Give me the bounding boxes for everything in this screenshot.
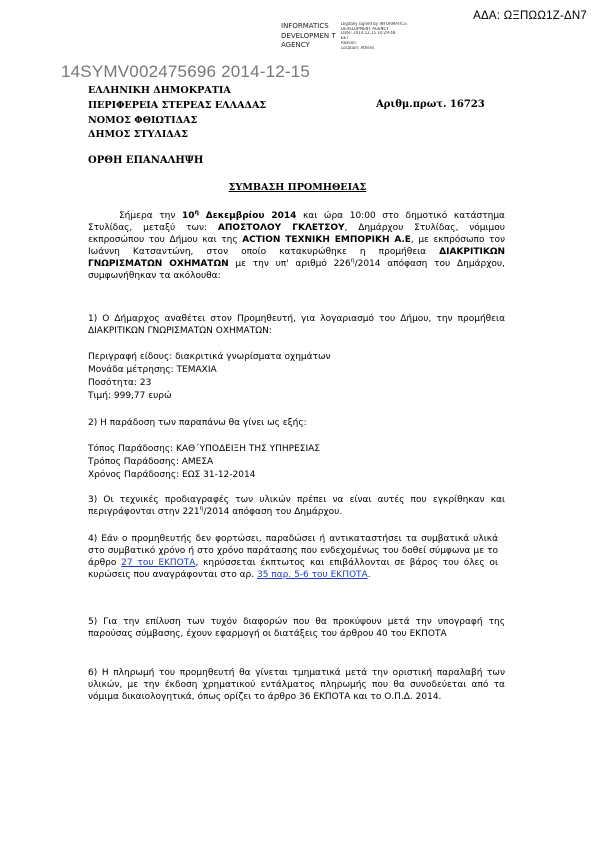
title-text: ΣΥΜΒΑΣΗ ΠΡΟΜΗΘΕΙΑΣ [228, 182, 367, 193]
intro-text: , Δημάρχου Στυλίδας, νόμιμου εκπροσώπου του Δήμου και της [88, 223, 505, 245]
section-3-sup: η [199, 505, 204, 512]
detail-price: Τιμή: 999,77 ευρώ [88, 391, 172, 401]
signature-line: Digitally signed by INFORMATICS [341, 22, 407, 26]
article-35-link[interactable]: 35 παρ. 5-6 του ΕΚΠΟΤΑ [256, 570, 368, 580]
signature-details [341, 22, 413, 50]
section-3-text: /2014 απόφαση του Δημάρχου. [203, 507, 343, 517]
signature-line: Location: Athens [341, 45, 375, 50]
signature-line: Date: 2014.12.15 10:29:48 [341, 31, 396, 36]
section-3-text: 3) Οι τεχνικές προδιαγραφές των υλικών πρέπει να είναι αυτές που εγκρίθηκαν και περιγράφονται στην 221 [88, 495, 505, 517]
delivery-time: Χρόνος Παράδοσης: ΕΩΣ 31-12-2014 [88, 470, 256, 480]
section-4-text: 4) Εάν ο προμηθευτής δεν φορτώσει, παραδώσει ή αντικαταστήσει τα συμβατικά υλικά στο συμβατικό χρόνο ή στο χρόνο παράτασης που ενδεχομένως του δοθεί σύμφωνα με το άρθρο [88, 534, 498, 568]
intro-text: με την υπ' αριθμό 226 [228, 259, 351, 269]
protocol-number: Αριθμ.πρωτ. 16723 [376, 99, 485, 110]
signature-line: EET [341, 36, 349, 41]
section-3 [88, 494, 505, 518]
intro-date: Δεκεμβρίου 2014 [198, 211, 297, 221]
header-republic: ΕΛΛΗΝΙΚΗ ΔΗΜΟΚΡΑΤΙΑ [88, 85, 231, 96]
section-1: 1) Ο Δήμαρχος αναθέτει στον Προμηθευτή, για λογαριασμό του Δήμου, την προμήθεια ΔΙΑΚΡΙΤΙΚΩΝ ΓΝΩΡΙΣΜΑΤΩΝ ΟΧΗΜΑΤΩΝ: [88, 314, 505, 336]
intro-text: Σήμερα την [119, 211, 183, 221]
document-title [0, 182, 595, 193]
intro-day-sup: η [194, 209, 199, 216]
procurement-item: ΔΙΑΚΡΙΤΙΚΩΝ ΓΝΩΡΙΣΜΑΤΩΝ ΟΧΗΜΑΤΩΝ [88, 247, 505, 269]
section-2: 2) Η παράδοση των παραπάνω θα γίνει ως εξής: [88, 418, 307, 428]
section-4-text: , κηρύσσεται έκπτωτος και επιβάλλονται σε βάρος του όλες οι κυρώσεις που αναγράφονται στο αρ. [88, 558, 499, 580]
section-4 [88, 533, 498, 581]
delivery-place: Τόπος Παράδοσης: ΚΑΘ΄ΥΠΟΔΕΙΞΗ ΤΗΣ ΥΠΗΡΕΣΙΑΣ [88, 444, 320, 454]
intro-text: , με εκπρόσωπο τον Ιωάννη Κατσαντώνη, στον οποίο κατακυρώθηκε η προμήθεια [88, 235, 506, 257]
detail-unit: Μονάδα μέτρησης: ΤΕΜΑΧΙΑ [88, 365, 217, 375]
company-name: ACTION ΤΕΧΝΙΚΗ ΕΜΠΟΡΙΚΗ Α.Ε [242, 235, 411, 245]
detail-description: Περιγραφή είδους: διακριτικά γνωρίσματα οχημάτων [88, 352, 331, 362]
decision-sup: η [350, 257, 355, 264]
document-stamp-id: 14SYMV002475696 2014-12-15 [61, 62, 311, 81]
intro-paragraph [88, 210, 505, 282]
section-5: 5) Για την επίλυση των τυχόν διαφορών που θα προκύψουν μετά την υπογραφή της παρούσας σύμβασης, έχουν εφαρμογή οι διατάξεις του άρθρου 40 του ΕΚΠΟΤΑ [88, 617, 505, 639]
detail-quantity: Ποσότητα: 23 [88, 378, 152, 388]
delivery-method: Τρόπος Παράδοσης: ΑΜΕΣΑ [88, 457, 214, 467]
intro-text: και ώρα 10:00 στο δημοτικό κατάστημα Στυλίδας, μεταξύ των: [88, 211, 505, 233]
header-region: ΠΕΡΙΦΕΡΕΙΑ ΣΤΕΡΕΑΣ ΕΛΛΑΔΑΣ [88, 100, 267, 111]
signature-line: DEVELOPMENT AGENCY [341, 26, 389, 31]
signature-label: INFORMATICS DEVELOPMEN T AGENCY [281, 22, 336, 49]
header-municipality: ΔΗΜΟΣ ΣΤΥΛΙΔΑΣ [88, 129, 188, 140]
ada-code: ΑΔΑ: ΩΞΠΩΩ1Ζ-ΔΝ7 [473, 10, 587, 22]
header-prefecture: ΝΟΜΟΣ ΦΘΙΩΤΙΔΑΣ [88, 115, 198, 126]
intro-day: 10 [182, 211, 195, 221]
intro-text: /2014 απόφαση του Δημάρχου, συμφωνήθηκαν τα ακόλουθα: [88, 259, 505, 281]
mayor-name: ΑΠΟΣΤΟΛΟΥ ΓΚΛΕΤΣΟΥ [217, 223, 345, 233]
correction-label: ΟΡΘΗ ΕΠΑΝΑΛΗΨΗ [88, 155, 204, 166]
signature-line: Reason: [341, 40, 357, 45]
article-27-link[interactable]: 27 του ΕΚΠΟΤΑ [121, 558, 196, 568]
section-6: 6) Η πληρωμή του προμηθευτή θα γίνεται τμηματικά μετά την οριστική παραλαβή των υλικών, με την έκδοση χρηματικού εντάλματος πληρωμής που θα συνοδεύεται από τα νόμιμα δικαιολογητικά, όπως ορίζει το άρθρο 36 ΕΚΠΟΤΑ και το Ο.Π.Δ. 2014. [88, 668, 505, 702]
section-4-text: . [367, 570, 371, 580]
